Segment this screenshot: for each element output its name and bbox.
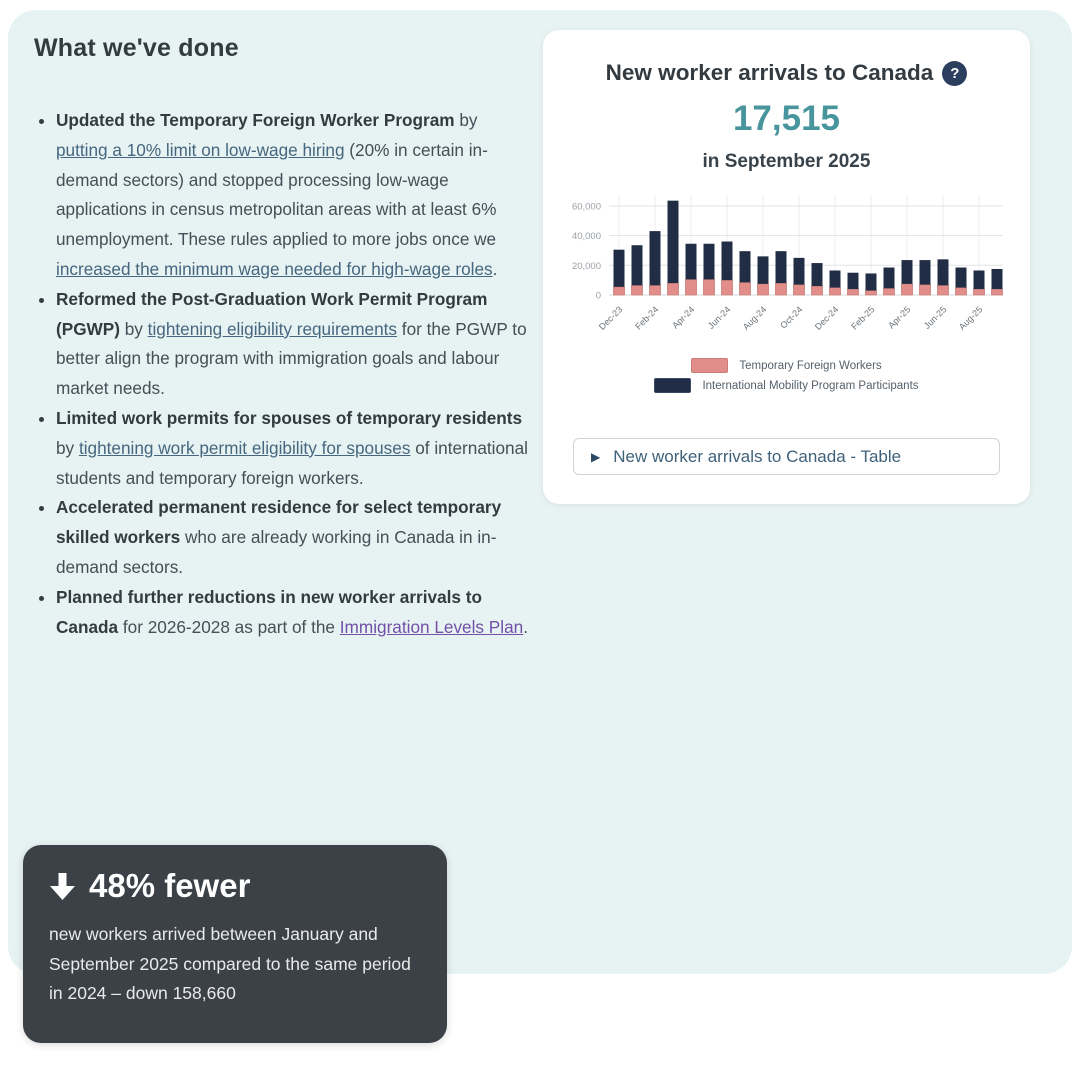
svg-text:0: 0 — [595, 290, 601, 302]
list-item: • Reformed the Post-Graduation Work Permit Program (PGWP) by tightening eligibility requirements for the PGWP to better align the program with immigration goals and labour market needs. — [56, 285, 532, 404]
svg-text:40,000: 40,000 — [571, 231, 601, 243]
bar-Apr-25 — [901, 260, 912, 295]
bar-Feb-24 — [649, 231, 660, 295]
list-item: • Planned further reductions in new worker arrivals to Canada for 2026-2028 as part of the Immigration Levels Plan. — [56, 583, 532, 643]
bar-Jun-24 — [721, 242, 732, 295]
bar-Sep-25 — [991, 269, 1002, 295]
svg-text:Dec-24: Dec-24 — [812, 304, 840, 332]
help-icon[interactable]: ? — [942, 61, 967, 86]
bar-Dec-24 — [829, 270, 840, 295]
stat-description: new workers arrived between January and September 2025 compared to the same period in 2024 – down 158,660 — [49, 924, 411, 1004]
svg-text:Aug-24: Aug-24 — [740, 304, 768, 332]
list-item: • Accelerated permanent residence for select temporary skilled workers who are already working in Canada in in- demand sectors. — [56, 493, 532, 582]
bar-Dec-23 — [613, 250, 624, 295]
bar-Jul-25 — [955, 268, 966, 295]
bar-May-24 — [703, 244, 714, 295]
legend-swatch — [691, 358, 728, 373]
headline-value: 17,515 — [732, 99, 841, 138]
svg-text:Aug-25: Aug-25 — [956, 304, 984, 332]
bar-Feb-25 — [865, 273, 876, 295]
legend-swatch — [654, 378, 691, 393]
inline-link[interactable]: tightening work permit eligibility for spouses — [78, 437, 411, 458]
stat-headline: 48% fewer — [89, 867, 251, 904]
list-item: • Limited work permits for spouses of temporary residents by tightening work permit eligibility for spouses of international students and temporary foreign workers. — [56, 404, 532, 493]
bar-Aug-25 — [973, 270, 984, 295]
bar-May-25 — [919, 260, 930, 295]
page-title: What we've done — [34, 34, 239, 62]
bar-Mar-25 — [883, 268, 894, 295]
svg-text:20,000: 20,000 — [571, 260, 601, 272]
bar-Sep-24 — [775, 251, 786, 295]
bar-Nov-24 — [811, 263, 822, 295]
stat-card — [23, 845, 447, 1043]
legend-entry — [543, 378, 1030, 393]
triangle-expand-icon: ▶ — [591, 449, 601, 464]
bar-Jul-24 — [739, 251, 750, 295]
down-arrow-icon — [49, 872, 76, 901]
svg-text:Oct-24: Oct-24 — [777, 304, 804, 331]
svg-text:Jun-24: Jun-24 — [705, 304, 732, 331]
legend-entry — [543, 358, 1030, 373]
headline-period: in September 2025 — [702, 151, 871, 172]
bar-Aug-24 — [757, 256, 768, 295]
bar-Oct-24 — [793, 258, 804, 295]
bar-Jan-24 — [631, 245, 642, 295]
svg-text:Dec-23: Dec-23 — [596, 304, 624, 332]
list-item: • Updated the Temporary Foreign Worker Program by putting a 10% limit on low-wage hiring (20% in certain in-demand sectors) and stopped processing low-wage applications in census metropolitan areas with at least 6% unemployment. These rules applied to more jobs once we increased the minimum wage needed for high-wage roles. — [56, 106, 532, 285]
svg-text:Jun-25: Jun-25 — [921, 304, 948, 331]
inline-link-visited[interactable]: Immigration Levels Plan — [339, 616, 524, 637]
what-weve-done-list — [36, 106, 532, 642]
svg-text:Feb-24: Feb-24 — [632, 304, 660, 332]
bar-Apr-24 — [685, 244, 696, 295]
table-toggle-label: New worker arrivals to Canada - Table — [613, 446, 902, 466]
bar-Jan-25 — [847, 273, 858, 295]
svg-text:Apr-24: Apr-24 — [669, 304, 696, 331]
stacked-bar-chart — [543, 183, 1030, 358]
svg-text:Apr-25: Apr-25 — [885, 304, 912, 331]
inline-link[interactable]: tightening eligibility requirements — [147, 318, 398, 339]
legend-label: Temporary Foreign Workers — [739, 359, 882, 372]
inline-link[interactable]: putting a 10% limit on low-wage hiring — [56, 139, 345, 160]
chart-card — [543, 30, 1030, 504]
table-toggle-button[interactable] — [573, 438, 1000, 475]
inline-link[interactable]: increased the minimum wage needed for high-wage roles — [56, 258, 493, 279]
svg-text:60,000: 60,000 — [571, 201, 601, 213]
stat-headline-row — [49, 867, 421, 905]
chart-card-header — [543, 60, 1030, 86]
chart-legend — [543, 358, 1030, 393]
svg-text:Feb-25: Feb-25 — [848, 304, 876, 332]
legend-label: International Mobility Program Participants — [702, 379, 919, 392]
chart-title: New worker arrivals to Canada — [605, 60, 934, 85]
bar-Mar-24 — [667, 201, 678, 295]
bar-Jun-25 — [937, 259, 948, 295]
